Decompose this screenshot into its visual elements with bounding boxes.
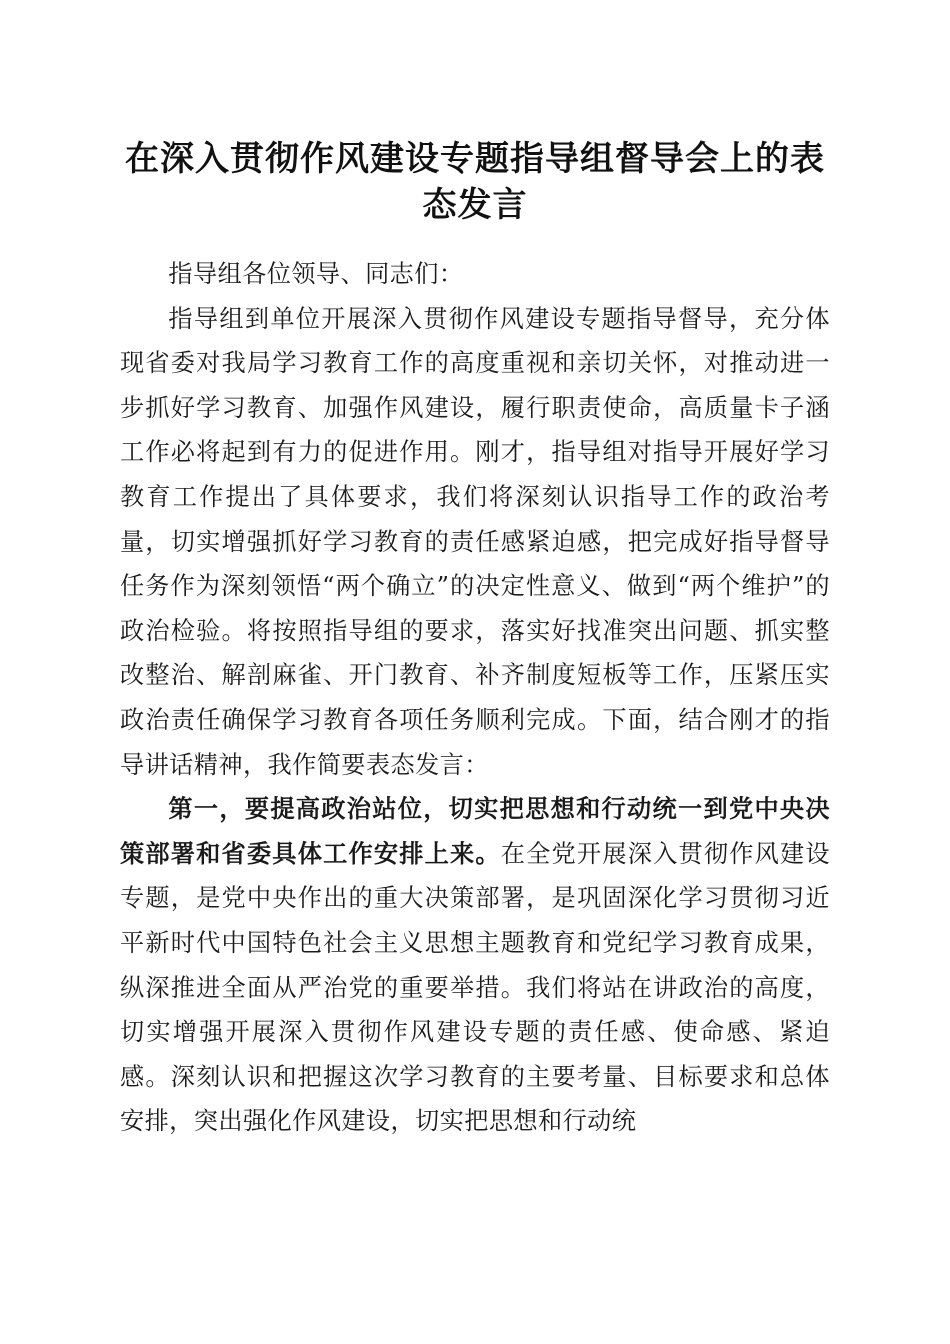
- paragraph-2: [120, 787, 830, 1144]
- salutation: 指导组各位领导、同志们：: [168, 260, 464, 288]
- document-title: 在深入贯彻作风建设专题指导组督导会上的表态发言: [125, 139, 825, 225]
- document-body: [120, 252, 830, 1144]
- paragraph-2-heading: 第一，要提高政治站位，切实把思想和行动统一到党中央决策部署和省委具体工作安排上来。: [120, 794, 830, 868]
- paragraph-2-text: 在全党开展深入贯彻作风建设专题，是党中央作出的重大决策部署，是巩固深化学习贯彻习近平新时代中国特色社会主义思想主题教育和党纪学习教育成果，纵深推进全面从严治党的重要举措。我们将站在讲政治的高度，切实增强开展深入贯彻作风建设专题的责任感、使命感、紧迫感。深刻认识和把握这次学习教育的主要考量、目标要求和总体安排，突出强化作风建设，切实把思想和行动统: [120, 839, 830, 1136]
- paragraph-1: 指导组到单位开展深入贯彻作风建设专题指导督导，充分体现省委对我局学习教育工作的高度重视和亲切关怀，对推动进一步抓好学习教育、加强作风建设，履行职责使命，高质量卡子涵工作必将起到有力的促进作用。刚才，指导组对指导开展好学习教育工作提出了具体要求，我们将深刻认识指导工作的政治考量，切实增强抓好学习教育的责任感紧迫感，把完成好指导督导任务作为深刻领悟“两个确立”的决定性意义、做到“两个维护”的政治检验。将按照指导组的要求，落实好找准突出问题、抓实整改整治、解剖麻雀、开门教育、补齐制度短板等工作，压紧压实政治责任确保学习教育各项任务顺利完成。下面，结合刚才的指导讲话精神，我作简要表态发言：: [120, 304, 830, 779]
